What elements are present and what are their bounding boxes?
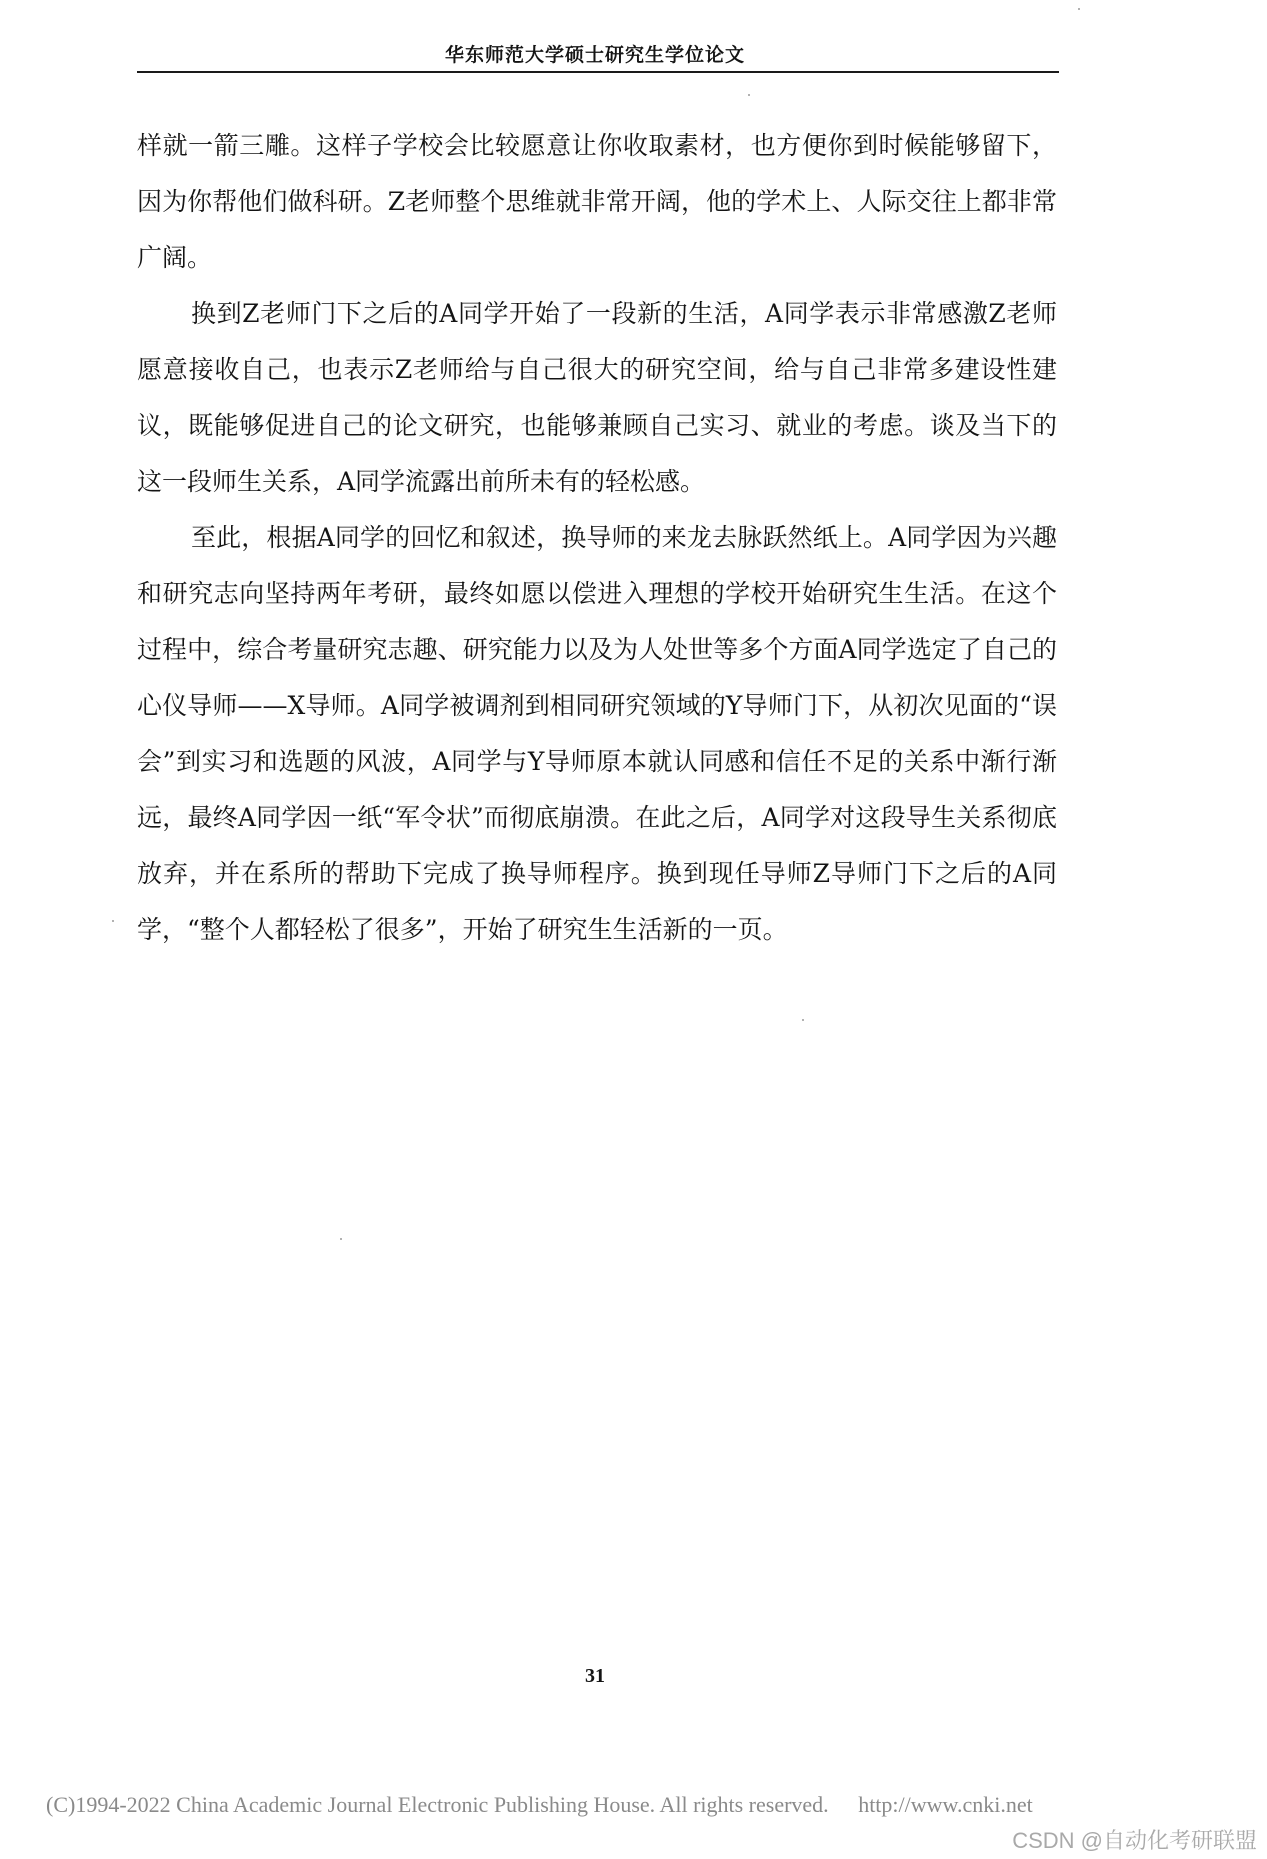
scan-speck	[340, 1238, 342, 1240]
running-header: 华东师范大学硕士研究生学位论文	[444, 44, 745, 66]
copyright-line	[46, 1792, 1033, 1818]
paragraph-1: 样就一箭三雕。这样子学校会比较愿意让你收取素材，也方便你到时候能够留下，因为你帮他们做科研。Z老师整个思维就非常开阔，他的学术上、人际交往上都非常广阔。	[137, 131, 1057, 272]
page-number: 31	[585, 1665, 605, 1687]
scan-speck	[112, 920, 114, 922]
body-text	[137, 118, 1057, 958]
csdn-watermark: CSDN @自动化考研联盟	[1012, 1828, 1257, 1853]
scan-speck	[1078, 8, 1080, 10]
scan-speck	[802, 1019, 804, 1021]
header-rule	[137, 71, 1059, 73]
paragraph-3: 至此，根据A同学的回忆和叙述，换导师的来龙去脉跃然纸上。A同学因为兴趣和研究志向坚持两年考研，最终如愿以偿进入理想的学校开始研究生生活。在这个过程中，综合考量研究志趣、研究能力以及为人处世等多个方面A同学选定了自己的心仪导师——X导师。A同学被调剂到相同研究领域的Y导师门下，从初次见面的“误会”到实习和选题的风波，A同学与Y导师原本就认同感和信任不足的关系中渐行渐远，最终A同学因一纸“军令状”而彻底崩溃。在此之后，A同学对这段导生关系彻底放弃，并在系所的帮助下完成了换导师程序。换到现任导师Z导师门下之后的A同学，“整个人都轻松了很多”，开始了研究生生活新的一页。	[137, 523, 1057, 944]
paragraph-2: 换到Z老师门下之后的A同学开始了一段新的生活，A同学表示非常感激Z老师愿意接收自己，也表示Z老师给与自己很大的研究空间，给与自己非常多建设性建议，既能够促进自己的论文研究，也能够兼顾自己实习、就业的考虑。谈及当下的这一段师生关系，A同学流露出前所未有的轻松感。	[137, 299, 1057, 496]
scan-speck	[748, 94, 750, 96]
copyright-text: (C)1994-2022 China Academic Journal Electronic Publishing House. All rights reserved.	[46, 1792, 829, 1817]
cnki-url: http://www.cnki.net	[858, 1792, 1033, 1817]
